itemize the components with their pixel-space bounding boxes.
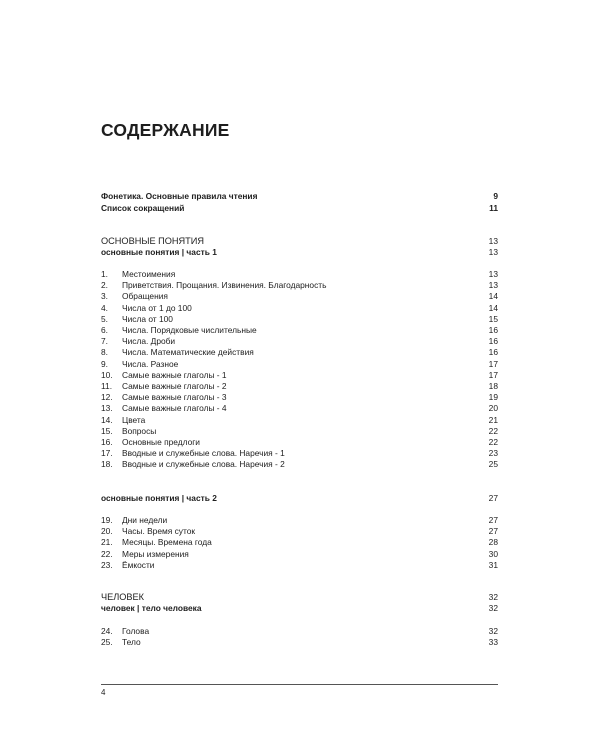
toc-item-label: Самые важные глаголы - 1	[122, 369, 227, 380]
toc-item-page: 22	[488, 425, 498, 436]
toc-item-number: 4.	[101, 302, 108, 313]
toc-item-number: 11.	[101, 381, 113, 391]
toc-item-page: 25	[488, 459, 498, 470]
section-heading-basic[interactable]	[101, 236, 498, 247]
toc-item-page: 14	[488, 291, 498, 302]
toc-item-number: 10.	[101, 369, 113, 380]
part-title-page: 13	[488, 247, 498, 257]
toc-item-label: Самые важные глаголы - 3	[122, 392, 227, 403]
toc-entry-abbreviations[interactable]	[101, 203, 498, 214]
toc-item[interactable]	[101, 537, 498, 548]
toc-item-page: 14	[488, 302, 498, 313]
toc-item-label: Цвета	[122, 414, 146, 425]
toc-item-number: 23.	[101, 559, 113, 570]
toc-item[interactable]	[101, 325, 498, 336]
section-heading-label: ЧЕЛОВЕК	[101, 592, 145, 602]
toc-item-page: 13	[488, 269, 498, 279]
toc-item-label: Самые важные глаголы - 4	[122, 403, 227, 414]
footer-page-number: 4	[101, 688, 106, 697]
toc-item-page: 30	[488, 548, 498, 559]
toc-entry-phonetics[interactable]	[101, 191, 498, 202]
toc-item[interactable]	[101, 637, 498, 648]
toc-item-page: 27	[488, 515, 498, 525]
toc-item-label: Меры измерения	[122, 548, 189, 559]
toc-item-number: 24.	[101, 626, 113, 636]
toc-item-label: Месяцы. Времена года	[122, 537, 212, 548]
toc-item[interactable]	[101, 347, 498, 358]
toc-item-label: Часы. Время суток	[122, 526, 196, 537]
toc-item-page: 15	[488, 313, 498, 324]
toc-item-number: 15.	[101, 425, 113, 436]
section-heading-page: 32	[488, 592, 498, 602]
toc-item-page: 18	[488, 381, 498, 391]
toc-entry-label: Фонетика. Основные правила чтения	[101, 191, 258, 201]
toc-item-number: 2.	[101, 280, 108, 291]
toc-item-label: Вопросы	[122, 425, 157, 436]
toc-entry-page: 9	[493, 191, 498, 201]
toc-item-label: Вводные и служебные слова. Наречия - 1	[122, 448, 285, 459]
toc-item-label: Числа. Дроби	[122, 336, 176, 347]
toc-item[interactable]	[101, 426, 498, 437]
part-title-human-body[interactable]	[101, 603, 498, 614]
toc-item-number: 8.	[101, 347, 108, 358]
toc-item-label: Числа. Разное	[122, 358, 179, 369]
toc-item-number: 1.	[101, 269, 108, 279]
part-title-label: человек | тело человека	[101, 603, 202, 613]
toc-item-number: 22.	[101, 548, 113, 559]
toc-item-label: Тело	[122, 637, 141, 648]
part-title-page: 32	[488, 603, 498, 613]
toc-item[interactable]	[101, 549, 498, 560]
toc-item-page: 22	[488, 437, 498, 447]
toc-item[interactable]	[101, 280, 498, 291]
toc-item-page: 16	[488, 336, 498, 347]
toc-item-page: 31	[488, 559, 498, 570]
toc-item-number: 21.	[101, 537, 113, 548]
toc-item[interactable]	[101, 626, 498, 637]
toc-item-label: Самые важные глаголы - 2	[122, 381, 227, 391]
toc-item-number: 7.	[101, 336, 108, 347]
toc-item-number: 19.	[101, 515, 113, 525]
toc-item-label: Ёмкости	[122, 559, 155, 570]
toc-item-page: 19	[488, 392, 498, 403]
part-title-basic-2[interactable]	[101, 493, 498, 504]
toc-item-number: 14.	[101, 414, 113, 425]
toc-item-label: Числа. Математические действия	[122, 347, 254, 358]
toc-entry-label: Список сокращений	[101, 203, 185, 213]
toc-item-label: Обращения	[122, 291, 168, 302]
toc-item-label: Голова	[122, 626, 150, 636]
section-heading-page: 13	[488, 236, 498, 246]
toc-item[interactable]	[101, 448, 498, 459]
toc-item-number: 25.	[101, 637, 113, 648]
page-title: СОДЕРЖАНИЕ	[101, 120, 230, 140]
toc-item-label: Вводные и служебные слова. Наречия - 2	[122, 459, 285, 470]
toc-item-label: Дни недели	[122, 515, 168, 525]
toc-item[interactable]	[101, 314, 498, 325]
toc-item[interactable]	[101, 291, 498, 302]
toc-item-page: 16	[488, 325, 498, 335]
toc-item[interactable]	[101, 437, 498, 448]
toc-item[interactable]	[101, 415, 498, 426]
part-title-label: основные понятия | часть 2	[101, 493, 217, 503]
toc-item-page: 27	[488, 526, 498, 537]
toc-item[interactable]	[101, 370, 498, 381]
toc-item-number: 5.	[101, 313, 108, 324]
toc-item[interactable]	[101, 459, 498, 470]
toc-item-page: 33	[488, 637, 498, 648]
toc-item-label: Числа. Порядковые числительные	[122, 325, 257, 335]
toc-item-page: 21	[488, 414, 498, 425]
toc-item[interactable]	[101, 392, 498, 403]
toc-item-page: 32	[488, 626, 498, 636]
toc-item-number: 17.	[101, 448, 113, 459]
toc-item-label: Числа от 100	[122, 313, 173, 324]
toc-item-page: 28	[488, 537, 498, 548]
toc-item-number: 9.	[101, 358, 108, 369]
toc-item[interactable]	[101, 403, 498, 414]
toc-item[interactable]	[101, 526, 498, 537]
toc-item-page: 20	[488, 403, 498, 414]
toc-item[interactable]	[101, 336, 498, 347]
toc-item-number: 12.	[101, 392, 113, 403]
toc-item[interactable]	[101, 560, 498, 571]
toc-item-page: 13	[488, 280, 498, 291]
toc-item-number: 6.	[101, 325, 108, 335]
toc-item-label: Основные предлоги	[122, 437, 200, 447]
toc-item[interactable]	[101, 515, 498, 526]
toc-item-number: 13.	[101, 403, 113, 414]
toc-item[interactable]	[101, 359, 498, 370]
toc-item[interactable]	[101, 303, 498, 314]
toc-item-label: Числа от 1 до 100	[122, 302, 192, 313]
toc-item-page: 16	[488, 347, 498, 358]
toc-item-number: 3.	[101, 291, 108, 302]
toc-item-label: Приветствия. Прощания. Извинения. Благодарность	[122, 280, 327, 291]
toc-item[interactable]	[101, 269, 498, 280]
part-title-label: основные понятия | часть 1	[101, 247, 217, 257]
section-heading-human[interactable]	[101, 592, 498, 603]
toc-entry-page: 11	[489, 203, 498, 213]
section-heading-label: ОСНОВНЫЕ ПОНЯТИЯ	[101, 236, 205, 246]
toc-item-number: 16.	[101, 437, 113, 447]
toc-item-page: 23	[488, 448, 498, 459]
toc-item-label: Местоимения	[122, 269, 176, 279]
footer-rule	[101, 684, 498, 685]
toc-item-page: 17	[488, 369, 498, 380]
toc-item[interactable]	[101, 381, 498, 392]
toc-item-page: 17	[488, 358, 498, 369]
part-title-basic-1[interactable]	[101, 247, 498, 258]
toc-item-number: 20.	[101, 526, 113, 537]
toc-item-number: 18.	[101, 459, 113, 470]
part-title-page: 27	[488, 493, 498, 503]
